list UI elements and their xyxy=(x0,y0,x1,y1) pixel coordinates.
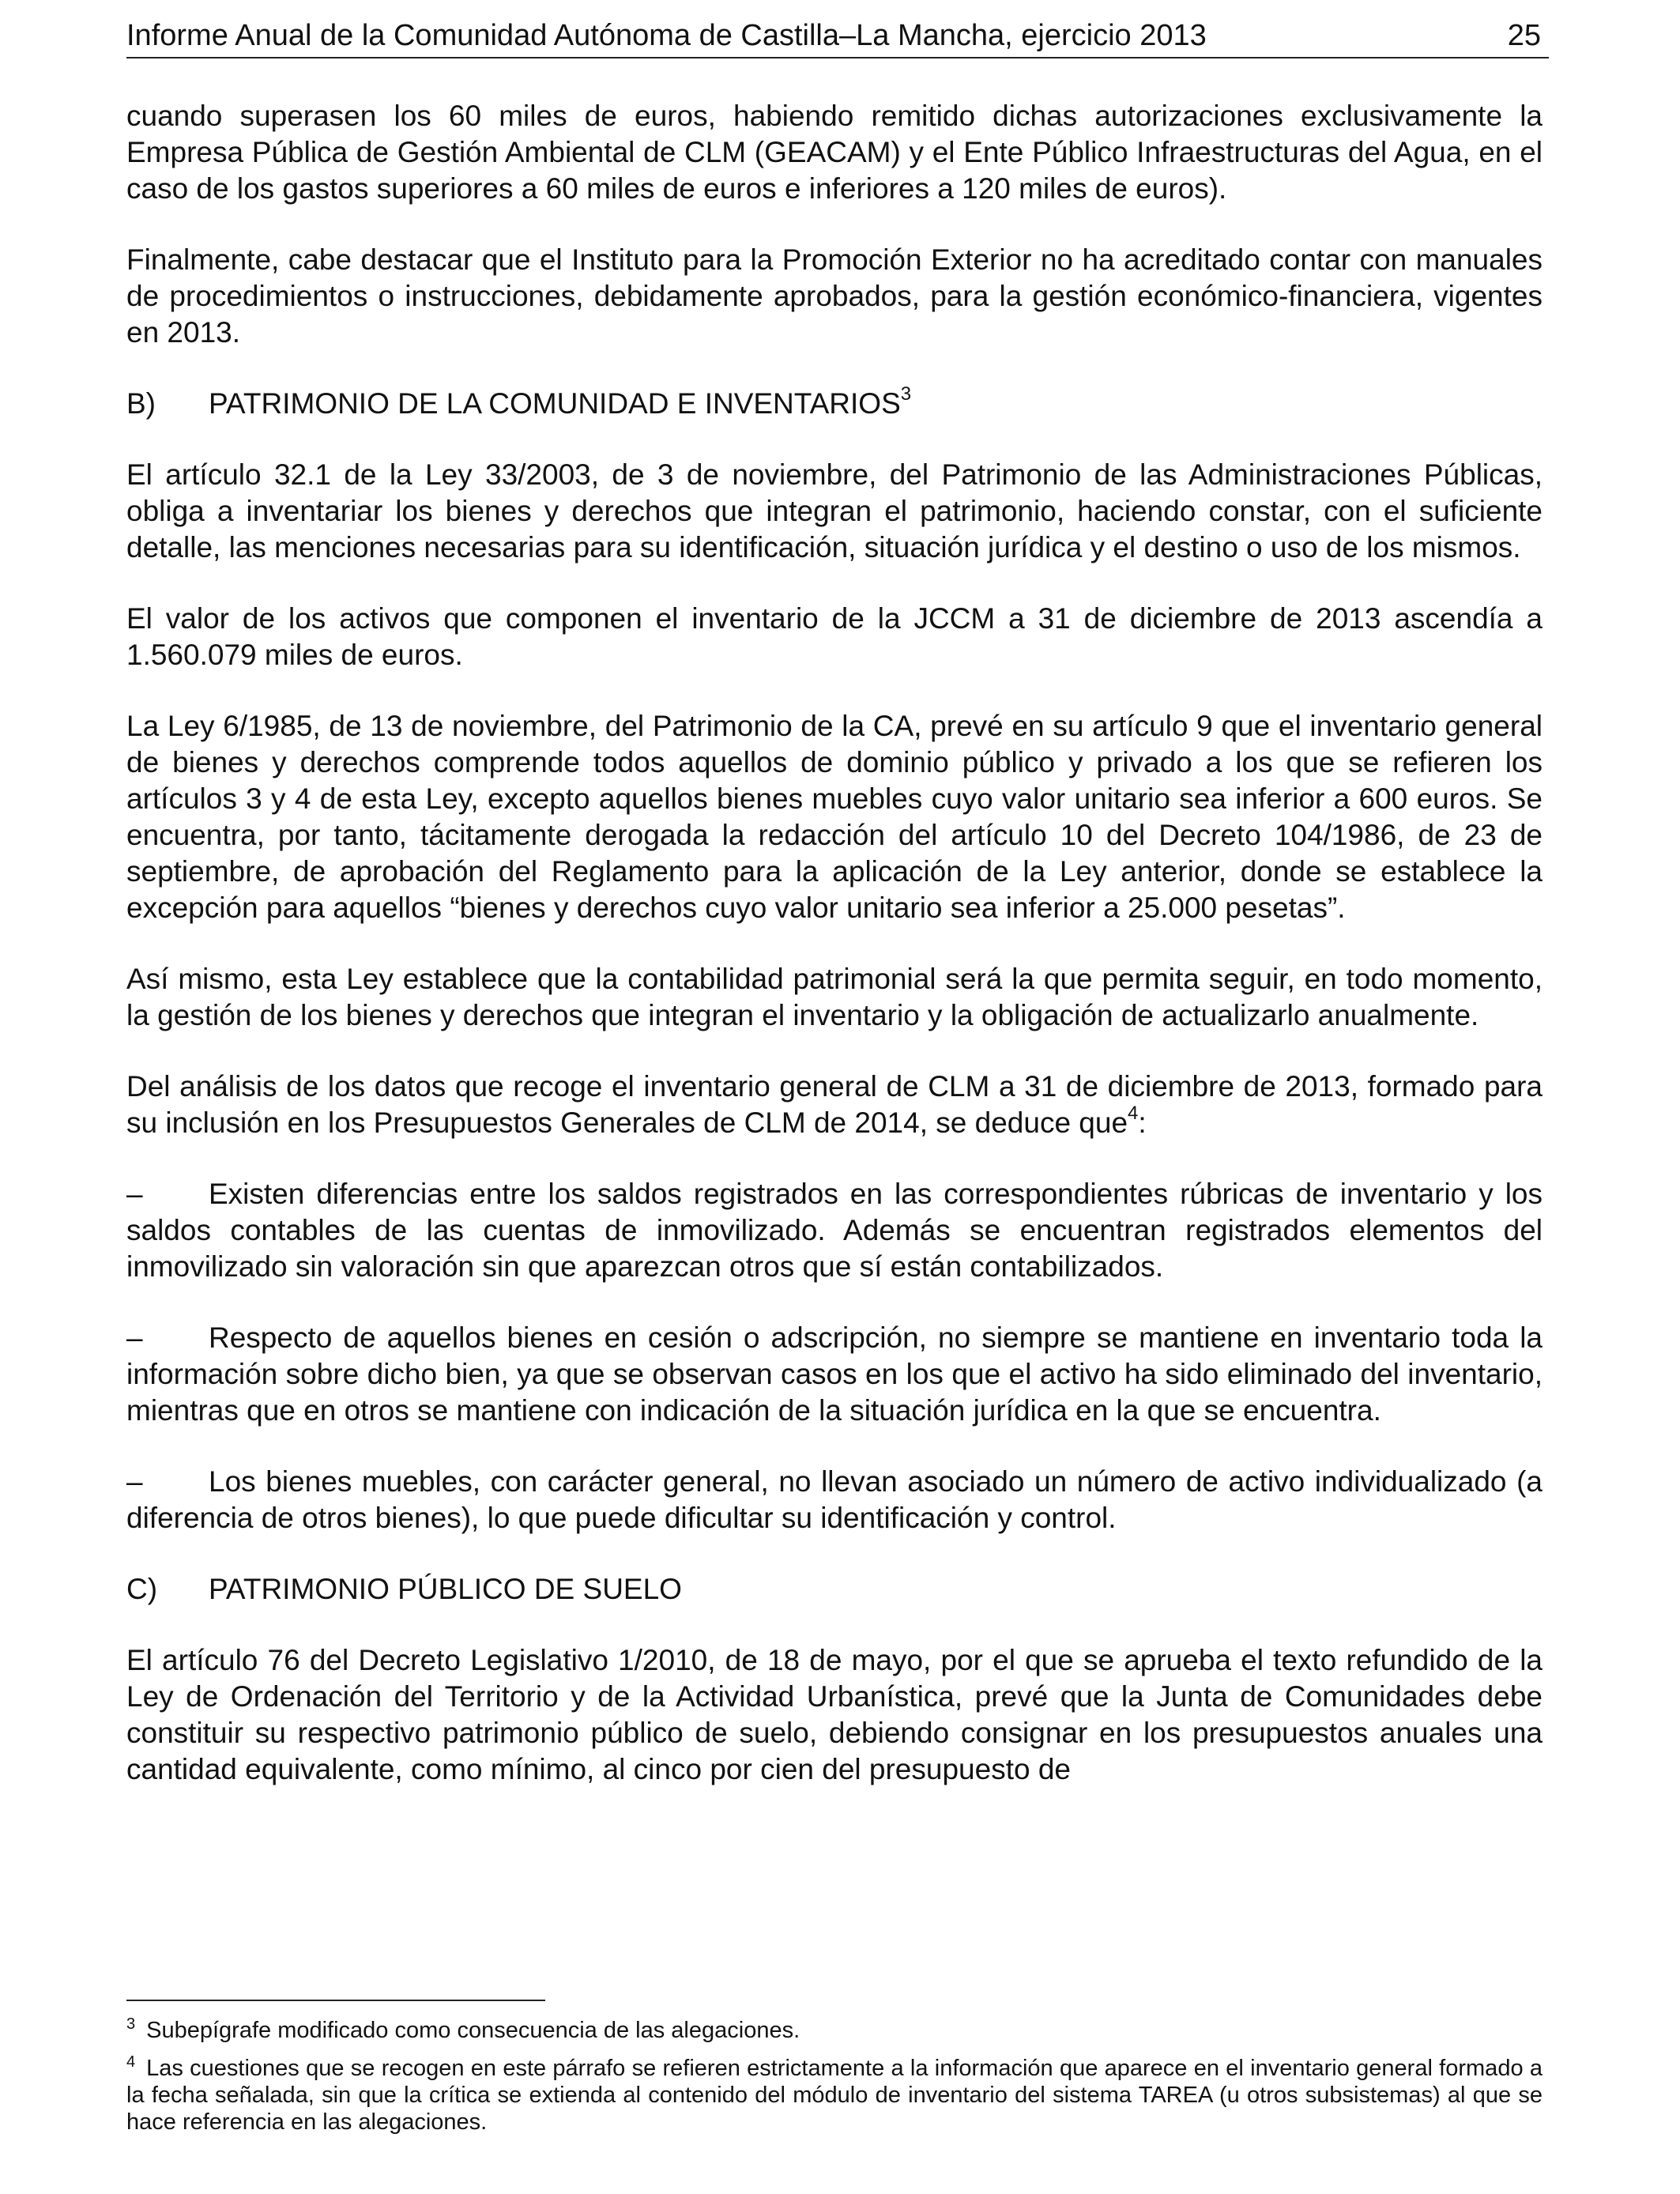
section-heading-b xyxy=(126,383,1543,422)
list-item xyxy=(126,1320,1543,1429)
header-title: Informe Anual de la Comunidad Autónoma de Castilla–La Mancha, ejercicio 2013 xyxy=(126,19,1207,52)
footnote xyxy=(126,2055,1543,2136)
footnote xyxy=(126,2017,1543,2044)
list-item xyxy=(126,1464,1543,1536)
footnote-mark: 3 xyxy=(126,2015,136,2034)
paragraph: cuando superasen los 60 miles de euros, habiendo remitido dichas autorizaciones exclusivamente la Empresa Pública de Gestión Ambiental de CLM (GEACAM) y el Ente Público Infraestructuras del Agua, en el caso de los gastos superiores a 60 miles de euros e inferiores a 120 miles de euros). xyxy=(126,100,1543,205)
paragraph: Así mismo, esta Ley establece que la contabilidad patrimonial será la que permita seguir, en todo momento, la gestión de los bienes y derechos que integran el inventario y la obligación de actualizarlo anualmente. xyxy=(126,963,1543,1031)
paragraph-end: : xyxy=(1138,1106,1147,1139)
paragraph-text: Del análisis de los datos que recoge el inventario general de CLM a 31 de diciembre de 2013, formado para su inclusión en los Presupuestos Generales de CLM de 2014, se deduce que xyxy=(126,1070,1543,1139)
footnote-separator xyxy=(126,2000,545,2001)
footnotes xyxy=(126,2017,1543,2147)
page-header xyxy=(126,16,1549,58)
footnote-ref[interactable]: 3 xyxy=(900,383,912,405)
section-title: PATRIMONIO PÚBLICO DE SUELO xyxy=(209,1573,682,1605)
paragraph: El artículo 32.1 de la Ley 33/2003, de 3 de noviembre, del Patrimonio de las Administraciones Públicas, obliga a inventariar los bienes y derechos que integran el patrimonio, haciendo constar, con el suficiente detalle, las menciones necesarias para su identificación, situación jurídica y el destino o uso de los mismos. xyxy=(126,458,1543,564)
section-title: PATRIMONIO DE LA COMUNIDAD E INVENTARIOS xyxy=(209,387,901,420)
paragraph xyxy=(126,1069,1543,1141)
footnote-ref[interactable]: 4 xyxy=(1128,1102,1139,1124)
section-letter: C) xyxy=(126,1573,158,1605)
list-item-text: Los bienes muebles, con carácter general, no llevan asociado un número de activo individualizado (a diferencia de otros bienes), lo que puede dificultar su identificación y control. xyxy=(126,1465,1543,1534)
list-item-text: Existen diferencias entre los saldos registrados en las correspondientes rúbricas de inventario y los saldos contables de las cuentas de inmovilizado. Además se encuentran registrados elementos del inmovilizado sin valoración sin que aparezcan otros que sí están contabilizados. xyxy=(126,1178,1543,1283)
footnote-text: Subepígrafe modificado como consecuencia de las alegaciones. xyxy=(146,2018,800,2043)
paragraph: El valor de los activos que componen el inventario de la JCCM a 31 de diciembre de 2013 ascendía a 1.560.079 miles de euros. xyxy=(126,602,1543,671)
section-heading-c xyxy=(126,1571,1543,1608)
dash-bullet: – xyxy=(126,1465,143,1498)
paragraph: El artículo 76 del Decreto Legislativo 1/2010, de 18 de mayo, por el que se aprueba el texto refundido de la Ley de Ordenación del Territorio y de la Actividad Urbanística, prevé que la Junta de Comunidades debe constituir su respectivo patrimonio público de suelo, debiendo consignar en los presupuestos anuales una cantidad equivalente, como mínimo, al cinco por cien del presupuesto de xyxy=(126,1644,1543,1785)
dash-bullet: – xyxy=(126,1178,143,1210)
section-letter: B) xyxy=(126,387,156,420)
paragraph: Finalmente, cabe destacar que el Instituto para la Promoción Exterior no ha acreditado contar con manuales de procedimientos o instrucciones, debidamente aprobados, para la gestión económico-financiera, vigentes en 2013. xyxy=(126,243,1543,349)
footnote-mark: 4 xyxy=(126,2053,136,2071)
page-number: 25 xyxy=(1507,19,1541,52)
dash-bullet: – xyxy=(126,1321,143,1354)
footnote-text: Las cuestiones que se recogen en este párrafo se refieren estrictamente a la información que aparece en el inventario general formado a la fecha señalada, sin que la crítica se extienda al contenido del módulo de inventario del sistema TAREA (u otros subsistemas) al que se hace referencia en las alegaciones. xyxy=(126,2056,1543,2135)
document-body xyxy=(126,98,1543,1823)
list-item xyxy=(126,1176,1543,1285)
paragraph: La Ley 6/1985, de 13 de noviembre, del Patrimonio de la CA, prevé en su artículo 9 que el inventario general de bienes y derechos comprende todos aquellos de dominio público y privado a los que se refieren los artículos 3 y 4 de esta Ley, excepto aquellos bienes muebles cuyo valor unitario sea inferior a 600 euros. Se encuentra, por tanto, tácitamente derogada la redacción del artículo 10 del Decreto 104/1986, de 23 de septiembre, de aprobación del Reglamento para la aplicación de la Ley anterior, donde se establece la excepción para aquellos “bienes y derechos cuyo valor unitario sea inferior a 25.000 pesetas”. xyxy=(126,710,1543,924)
list-item-text: Respecto de aquellos bienes en cesión o adscripción, no siempre se mantiene en inventario toda la información sobre dicho bien, ya que se observan casos en los que el activo ha sido eliminado del inventario, mientras que en otros se mantiene con indicación de la situación jurídica en la que se encuentra. xyxy=(126,1321,1543,1427)
